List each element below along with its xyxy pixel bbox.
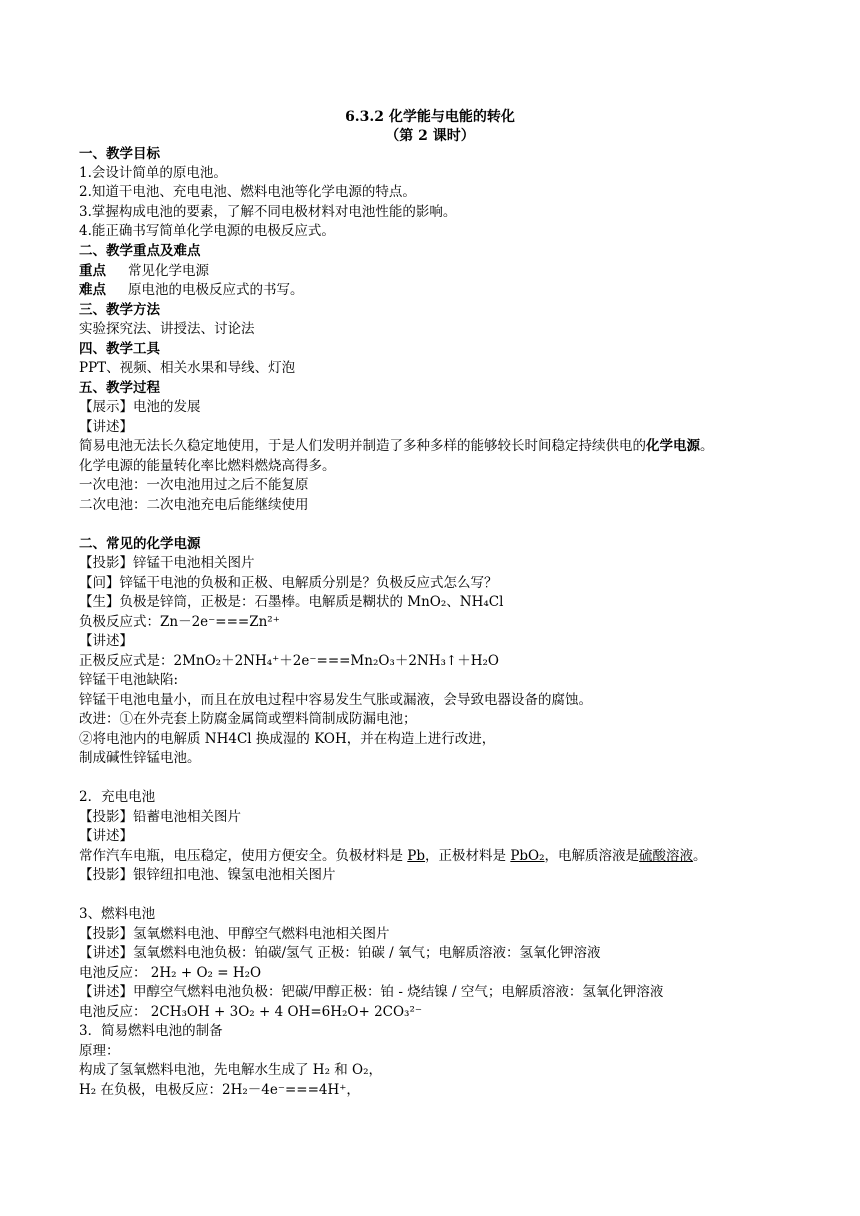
paragraph-line	[79, 437, 714, 455]
section-heading-objectives: 一、教学目标	[79, 146, 160, 162]
objective-item: 4.能正确书写简单化学电源的电极反应式。	[79, 223, 335, 239]
paragraph-line: 化学电源的能量转化率比燃料燃烧高得多。	[79, 458, 336, 474]
paragraph-line: 构成了氢氧燃料电池，先电解水生成了 H₂ 和 O₂，	[79, 1062, 383, 1078]
paragraph-line: 锌锰干电池电量小，而且在放电过程中容易发生气胀或漏液，会导致电器设备的腐蚀。	[79, 692, 592, 708]
paragraph-line: 【讲述】	[79, 633, 133, 649]
emphasis-text: 化学电源	[646, 438, 700, 454]
difficulty-label: 难点	[79, 282, 106, 298]
subsection-heading-rechargeable: 2．充电电池	[79, 789, 156, 805]
paragraph-line: 【投影】铅蓄电池相关图片	[79, 809, 241, 825]
key-text: 常见化学电源	[128, 263, 209, 279]
difficulty-text: 原电池的电极反应式的书写。	[128, 282, 304, 298]
paragraph-line: 改进：①在外壳套上防腐金属筒或塑料筒制成防漏电池；	[79, 711, 417, 727]
paragraph-line: ②将电池内的电解质 NH4Cl 换成湿的 KOH，并在构造上进行改进，	[79, 731, 496, 747]
underlined-text: 硫酸溶液	[639, 848, 694, 864]
paragraph-line: 锌锰干电池缺陷:	[79, 672, 179, 688]
paragraph-line: 二次电池：二次电池充电后能继续使用	[79, 497, 309, 513]
equation-line: 电池反应： 2CH₃OH + 3O₂ + 4 OH=6H₂O+ 2CO₃²⁻	[79, 1004, 423, 1020]
paragraph-line: 【展示】电池的发展	[79, 399, 201, 415]
paragraph-line	[79, 847, 707, 865]
section-heading-process: 五、教学过程	[79, 380, 160, 396]
paragraph-line: 【投影】氢氧燃料电池、甲醇空气燃料电池相关图片	[79, 926, 390, 942]
objective-item: 1.会设计简单的原电池。	[79, 165, 227, 181]
underlined-text: PbO₂	[510, 848, 545, 864]
text-span: 简易电池无法长久稳定地使用，于是人们发明并制造了多种多样的能够较长时间稳定持续供电的	[79, 438, 646, 454]
section-heading-common-sources: 二、常见的化学电源	[79, 536, 201, 552]
section-heading-methods: 三、教学方法	[79, 302, 160, 318]
paragraph-line: 原理：	[79, 1043, 120, 1059]
page-subtitle: （第 2 课时）	[385, 128, 475, 144]
paragraph-line: 【讲述】甲醇空气燃料电池负极：钯碳/甲醇正极：铂 - 烧结镍 / 空气；电解质溶液：氢氧化钾溶液	[79, 984, 664, 1000]
text-span: 。	[693, 848, 707, 864]
paragraph-line: 【讲述】	[79, 419, 133, 435]
objective-item: 3.掌握构成电池的要素，了解不同电极材料对电池性能的影响。	[79, 204, 457, 220]
paragraph-line: 制成碱性锌锰电池。	[79, 750, 201, 766]
text-span: ，电解质溶液是	[544, 848, 640, 864]
underlined-text: Pb	[407, 848, 426, 864]
text-span: 常作汽车电瓶，电压稳定，使用方便安全。负极材料是	[79, 848, 408, 864]
subsection-heading-fuel-cell: 3、燃料电池	[79, 906, 156, 922]
difficulty-line	[79, 281, 304, 299]
paragraph-line: 【讲述】氢氧燃料电池负极：铂碳/氢气 正极：铂碳 / 氧气；电解质溶液：氢氧化钾溶液	[79, 945, 601, 961]
page-title: 6.3.2 化学能与电能的转化	[345, 109, 515, 125]
equation-line: 正极反应式是：2MnO₂＋2NH₄⁺＋2e⁻===Mn₂O₃＋2NH₃↑＋H₂O	[79, 653, 499, 669]
section-heading-tools: 四、教学工具	[79, 341, 160, 357]
subsection-heading-simple-fuel-cell: 3．简易燃料电池的制备	[79, 1023, 223, 1039]
paragraph-line: 【讲述】	[79, 828, 133, 844]
tools-text: PPT、视频、相关水果和导线、灯泡	[79, 360, 296, 376]
key-label: 重点	[79, 263, 106, 279]
text-span: 。	[700, 438, 714, 454]
paragraph-line: 一次电池：一次电池用过之后不能复原	[79, 477, 309, 493]
equation-line: 电池反应： 2H₂ + O₂ = H₂O	[79, 965, 262, 981]
objective-item: 2.知道干电池、充电电池、燃料电池等化学电源的特点。	[79, 184, 416, 200]
paragraph-line: 【生】负极是锌筒，正极是：石墨棒。电解质是糊状的 MnO₂、NH₄Cl	[79, 594, 504, 610]
section-heading-key-points: 二、教学重点及难点	[79, 243, 201, 259]
text-span: ，正极材料是	[425, 848, 511, 864]
paragraph-line: 【投影】锌锰干电池相关图片	[79, 555, 255, 571]
equation-line: H₂ 在负极，电极反应：2H₂－4e⁻===4H⁺，	[79, 1082, 360, 1098]
key-point-line	[79, 262, 209, 280]
paragraph-line: 【问】锌锰干电池的负极和正极、电解质分别是？负极反应式怎么写？	[79, 575, 498, 591]
equation-line: 负极反应式：Zn－2e⁻===Zn²⁺	[79, 614, 280, 630]
methods-text: 实验探究法、讲授法、讨论法	[79, 321, 255, 337]
paragraph-line: 【投影】银锌纽扣电池、镍氢电池相关图片	[79, 867, 336, 883]
